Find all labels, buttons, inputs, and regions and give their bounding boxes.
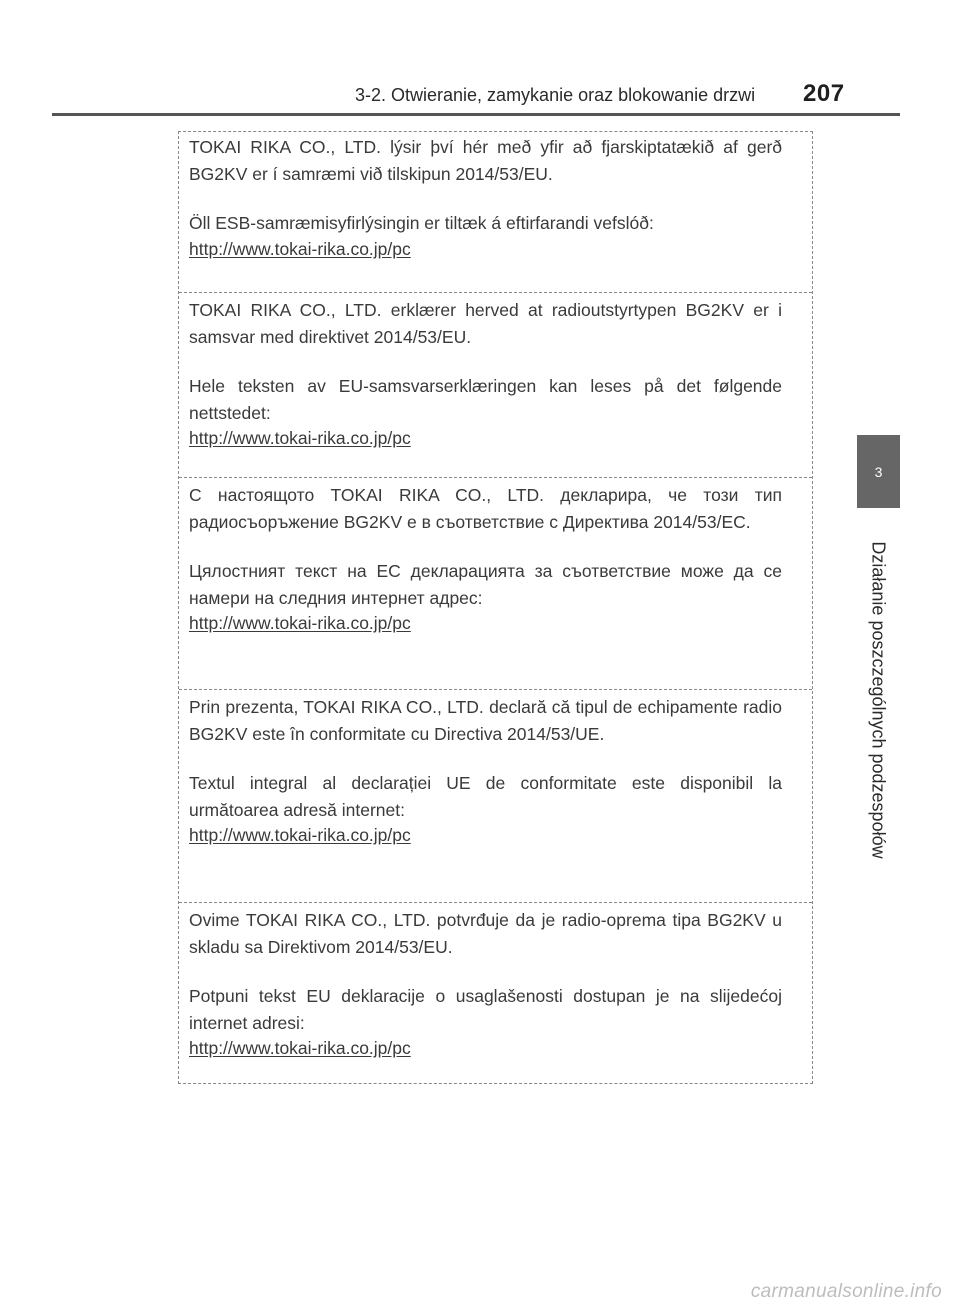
declaration-availability-text: Öll ESB-samræmisyfirlýsingin er tiltæk á eftirfarandi vefslóð: (189, 213, 654, 233)
declaration-text: Prin prezenta, TOKAI RIKA CO., LTD. declară că tipul de echipamente radio BG2KV este în conformitate cu Directiva 2014/53/UE. (189, 697, 782, 744)
chapter-label: Działanie poszczególnych podzespołów (868, 541, 889, 859)
declaration-text: С настоящото TOKAI RIKA CO., LTD. декларира, че този тип радиосъоръжение BG2KV е в съответствие с Директива 2014/53/ЕС. (189, 485, 782, 532)
page-number: 207 (803, 80, 845, 107)
declaration-norwegian (179, 292, 812, 477)
declaration-url-link[interactable]: http://www.tokai-rika.co.jp/pc (189, 613, 411, 633)
declaration-romanian (179, 689, 812, 902)
declaration-availability-text: Potpuni tekst EU deklaracije o usaglašenosti dostupan je na slijedećoj internet adresi: (189, 986, 782, 1033)
declaration-text: Ovime TOKAI RIKA CO., LTD. potvrđuje da je radio-oprema tipa BG2KV u skladu sa Direktivom 2014/53/EU. (189, 910, 782, 957)
declaration-text: TOKAI RIKA CO., LTD. erklærer herved at radioutstyrtypen BG2KV er i samsvar med direktivet 2014/53/EU. (189, 300, 782, 347)
declaration-text: TOKAI RIKA CO., LTD. lýsir því hér með yfir að fjarskiptatækið af gerð BG2KV er í samræmi við tilskipun 2014/53/EU. (189, 137, 782, 184)
header-rule (52, 113, 900, 116)
declaration-url-link[interactable]: http://www.tokai-rika.co.jp/pc (189, 825, 411, 845)
declaration-availability-text: Цялостният текст на ЕС декларацията за съответствие може да се намери на следния интернет адрес: (189, 561, 782, 608)
declaration-bulgarian (179, 477, 812, 689)
declaration-url-link[interactable]: http://www.tokai-rika.co.jp/pc (189, 428, 411, 448)
chapter-tab (857, 435, 900, 508)
declaration-croatian (179, 902, 812, 1083)
declaration-icelandic (179, 134, 812, 292)
declaration-url-link[interactable]: http://www.tokai-rika.co.jp/pc (189, 1038, 411, 1058)
declaration-availability-text: Hele teksten av EU-samsvarserklæringen kan leses på det følgende nettstedet: (189, 376, 782, 423)
declaration-url-link[interactable]: http://www.tokai-rika.co.jp/pc (189, 238, 411, 259)
declaration-box (178, 131, 813, 1084)
declaration-availability-text: Textul integral al declarației UE de conformitate este disponibil la următoarea adresă internet: (189, 773, 782, 820)
chapter-tab-number: 3 (874, 463, 883, 480)
section-title: 3-2. Otwieranie, zamykanie oraz blokowanie drzwi (355, 85, 756, 105)
watermark: carmanualsonline.info (750, 1281, 942, 1302)
